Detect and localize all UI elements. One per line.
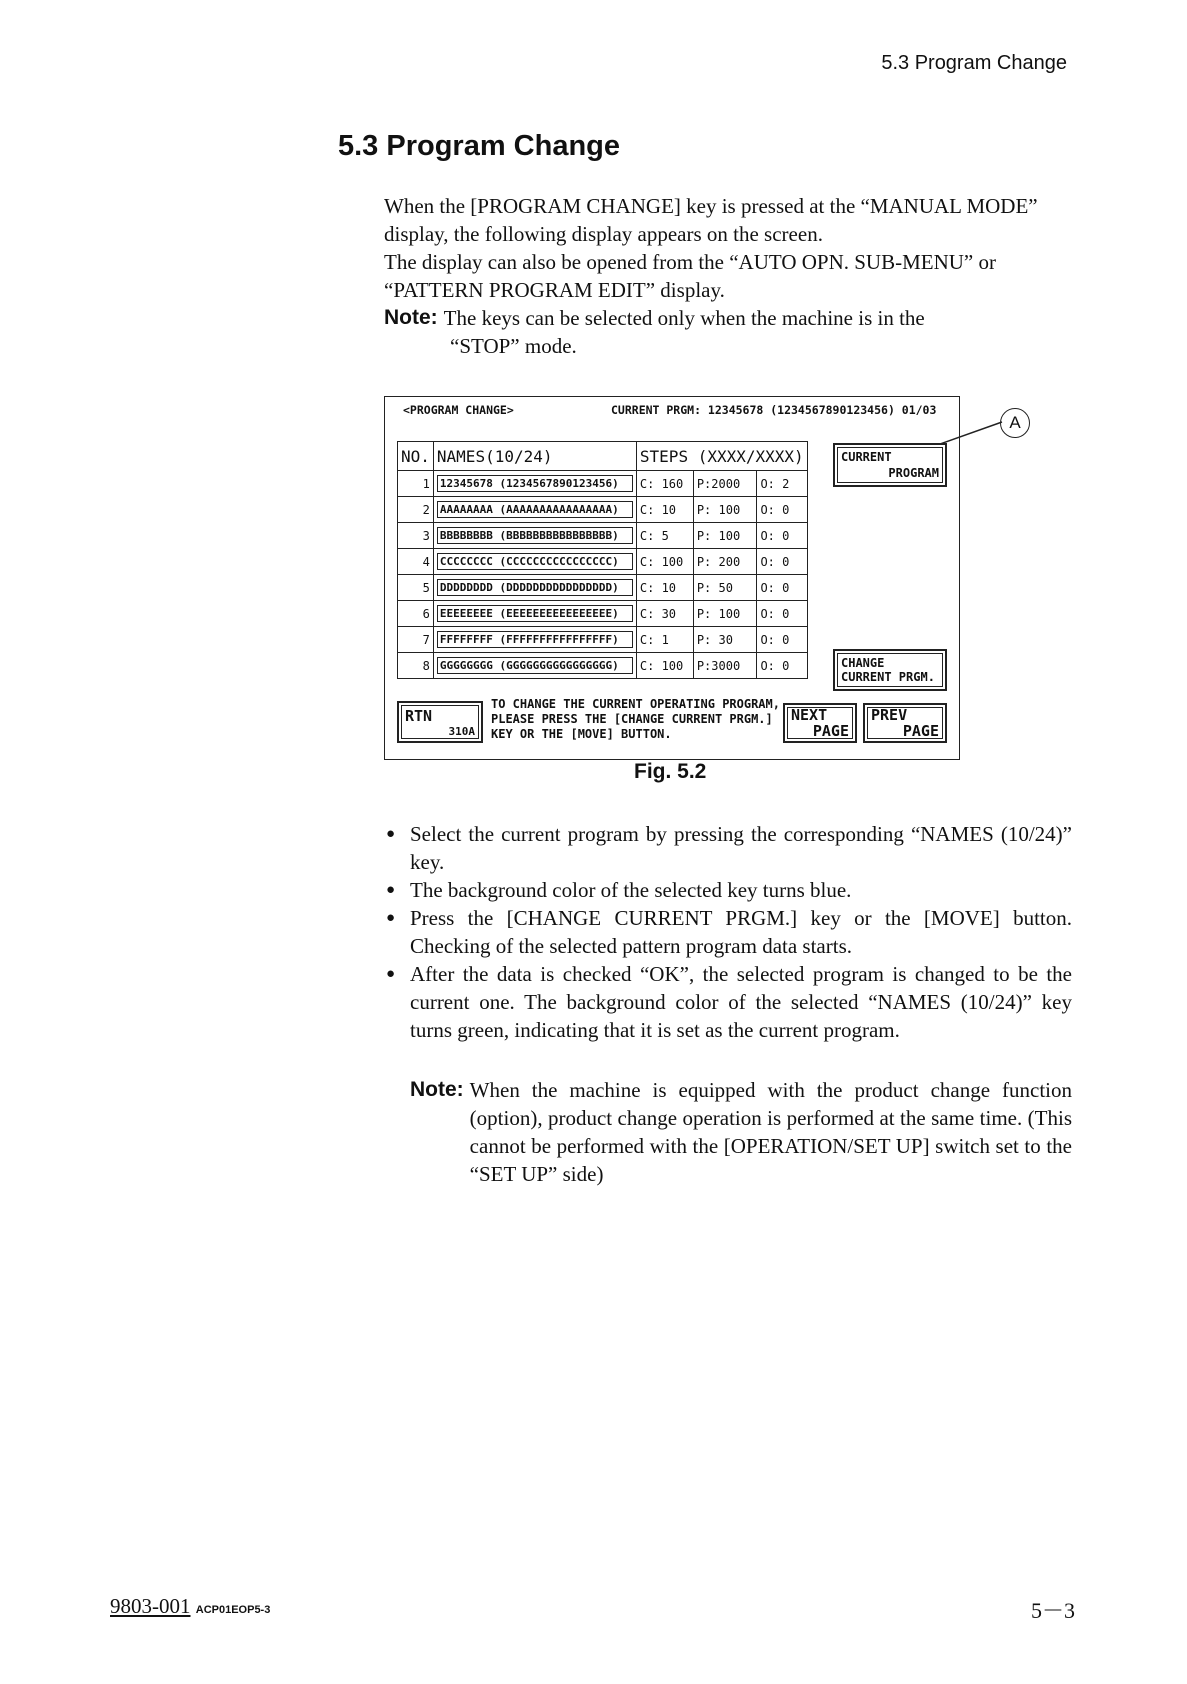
table-row: [398, 627, 808, 653]
step-p: P: 100: [693, 601, 757, 627]
step-p: P: 200: [693, 549, 757, 575]
current-program-readout: CURRENT PRGM: 12345678 (1234567890123456) 01/03: [611, 403, 937, 417]
step-o: O: 0: [757, 497, 807, 523]
running-header: 5.3 Program Change: [881, 52, 1067, 74]
col-names: NAMES(10/24): [433, 442, 636, 471]
list-item: ● After the data is checked “OK”, the selected program is changed to be the current one. The background color of the selected “NAMES (10/24)” key turns green, indicating that it is set as the current program.: [384, 960, 1072, 1044]
step-p: P:2000: [693, 471, 757, 497]
row-no: 2: [398, 497, 434, 523]
prev-page-label-1: PREV: [871, 706, 908, 724]
instruction-message: [491, 697, 781, 742]
intro-text: [384, 192, 1070, 360]
row-no: 4: [398, 549, 434, 575]
row-no: 6: [398, 601, 434, 627]
row-no: 5: [398, 575, 434, 601]
message-line-2: PLEASE PRESS THE [CHANGE CURRENT PRGM.]: [491, 712, 773, 726]
name-key[interactable]: [433, 471, 636, 497]
step-c: C: 100: [636, 549, 693, 575]
next-page-label-1: NEXT: [791, 706, 828, 724]
name-key[interactable]: [433, 627, 636, 653]
screen-title: <PROGRAM CHANGE>: [403, 403, 514, 417]
name-key-label: EEEEEEEE (EEEEEEEEEEEEEEEE): [437, 605, 633, 622]
current-program-label-1: CURRENT: [841, 450, 892, 464]
step-p: P: 30: [693, 627, 757, 653]
change-current-label-2: CURRENT PRGM.: [841, 670, 935, 684]
intro-note: [384, 304, 1070, 332]
step-o: O: 2: [757, 471, 807, 497]
next-page-button[interactable]: [783, 703, 857, 743]
intro-paragraph-2: The display can also be opened from the “AUTO OPN. SUB-MENU” or “PATTERN PROGRAM EDIT” display.: [384, 250, 996, 302]
name-key-label: DDDDDDDD (DDDDDDDDDDDDDDDD): [437, 579, 633, 596]
table-row: [398, 575, 808, 601]
name-key[interactable]: [433, 523, 636, 549]
bullet-list: [384, 820, 1072, 1044]
current-program-button[interactable]: [833, 443, 947, 487]
step-p: P: 100: [693, 523, 757, 549]
row-no: 1: [398, 471, 434, 497]
section-title: 5.3 Program Change: [338, 130, 621, 162]
table-row: [398, 497, 808, 523]
step-c: C: 1: [636, 627, 693, 653]
step-p: P: 100: [693, 497, 757, 523]
step-o: O: 0: [757, 601, 807, 627]
step-p: P:3000: [693, 653, 757, 679]
note2-text: When the machine is equipped with the product change function (option), product change operation is performed at the same time. (This cannot be performed with the [OPERATION/SET UP] switch set to the “SET UP” side): [469, 1078, 1072, 1186]
table-row: [398, 471, 808, 497]
return-button[interactable]: [397, 701, 483, 743]
product-change-note: [410, 1076, 1072, 1188]
list-item: ● Select the current program by pressing the corresponding “NAMES (10/24)” key.: [384, 820, 1072, 876]
next-page-label-2: PAGE: [812, 722, 849, 740]
table-row: [398, 523, 808, 549]
list-item: ● The background color of the selected key turns blue.: [384, 876, 1072, 904]
name-key[interactable]: [433, 497, 636, 523]
document-subcode: ACP01EOP5-3: [195, 1604, 271, 1616]
col-steps: STEPS (XXXX/XXXX): [636, 442, 807, 471]
page-number: 5－3: [1030, 1598, 1075, 1623]
step-c: C: 10: [636, 575, 693, 601]
current-program-label-2: PROGRAM: [888, 466, 939, 480]
name-key[interactable]: [433, 575, 636, 601]
step-c: C: 10: [636, 497, 693, 523]
return-label: RTN: [405, 707, 433, 725]
message-line-3: KEY OR THE [MOVE] BUTTON.: [491, 727, 672, 741]
name-key-label: BBBBBBBB (BBBBBBBBBBBBBBBB): [437, 527, 633, 544]
name-key-label: GGGGGGGG (GGGGGGGGGGGGGGGG): [437, 657, 633, 674]
note2-label: Note:: [410, 1078, 464, 1101]
program-table: [397, 441, 808, 679]
prev-page-button[interactable]: [863, 703, 947, 743]
col-no: NO.: [398, 442, 434, 471]
change-current-prgm-button[interactable]: [833, 649, 947, 691]
row-no: 8: [398, 653, 434, 679]
prev-page-label-2: PAGE: [902, 722, 939, 740]
step-o: O: 0: [757, 523, 807, 549]
step-o: O: 0: [757, 653, 807, 679]
step-p: P: 50: [693, 575, 757, 601]
program-change-screen: [384, 396, 960, 760]
step-c: C: 30: [636, 601, 693, 627]
callout-leader-line: [940, 420, 1004, 444]
table-row: [398, 653, 808, 679]
table-row: [398, 601, 808, 627]
step-o: O: 0: [757, 575, 807, 601]
step-o: O: 0: [757, 549, 807, 575]
note-text-cont: “STOP” mode.: [450, 334, 577, 358]
step-c: C: 5: [636, 523, 693, 549]
step-o: O: 0: [757, 627, 807, 653]
callout-a: A: [1000, 408, 1030, 438]
step-c: C: 160: [636, 471, 693, 497]
return-sub-label: 310A: [448, 725, 475, 738]
name-key-label: 12345678 (1234567890123456): [437, 475, 633, 492]
row-no: 7: [398, 627, 434, 653]
intro-paragraph-1: When the [PROGRAM CHANGE] key is pressed at the “MANUAL MODE” display, the following display appears on the screen.: [384, 194, 1038, 246]
table-header: [398, 442, 808, 471]
step-c: C: 100: [636, 653, 693, 679]
list-item: ● Press the [CHANGE CURRENT PRGM.] key or the [MOVE] button. Checking of the selected pattern program data starts.: [384, 904, 1072, 960]
name-key[interactable]: [433, 653, 636, 679]
change-current-label-1: CHANGE: [841, 656, 885, 670]
name-key[interactable]: [433, 549, 636, 575]
table-row: [398, 549, 808, 575]
document-code: 9803-001: [110, 1594, 191, 1618]
note-text: The keys can be selected only when the machine is in the: [443, 306, 925, 330]
name-key-label: AAAAAAAA (AAAAAAAAAAAAAAAA): [437, 501, 633, 518]
name-key[interactable]: [433, 601, 636, 627]
note-label: Note:: [384, 306, 438, 329]
name-key-label: FFFFFFFF (FFFFFFFFFFFFFFFF): [437, 631, 633, 648]
footer-code: [110, 1594, 270, 1619]
name-key-label: CCCCCCCC (CCCCCCCCCCCCCCCC): [437, 553, 633, 570]
row-no: 3: [398, 523, 434, 549]
message-line-1: TO CHANGE THE CURRENT OPERATING PROGRAM,: [491, 697, 780, 711]
figure-caption: Fig. 5.2: [634, 760, 707, 783]
